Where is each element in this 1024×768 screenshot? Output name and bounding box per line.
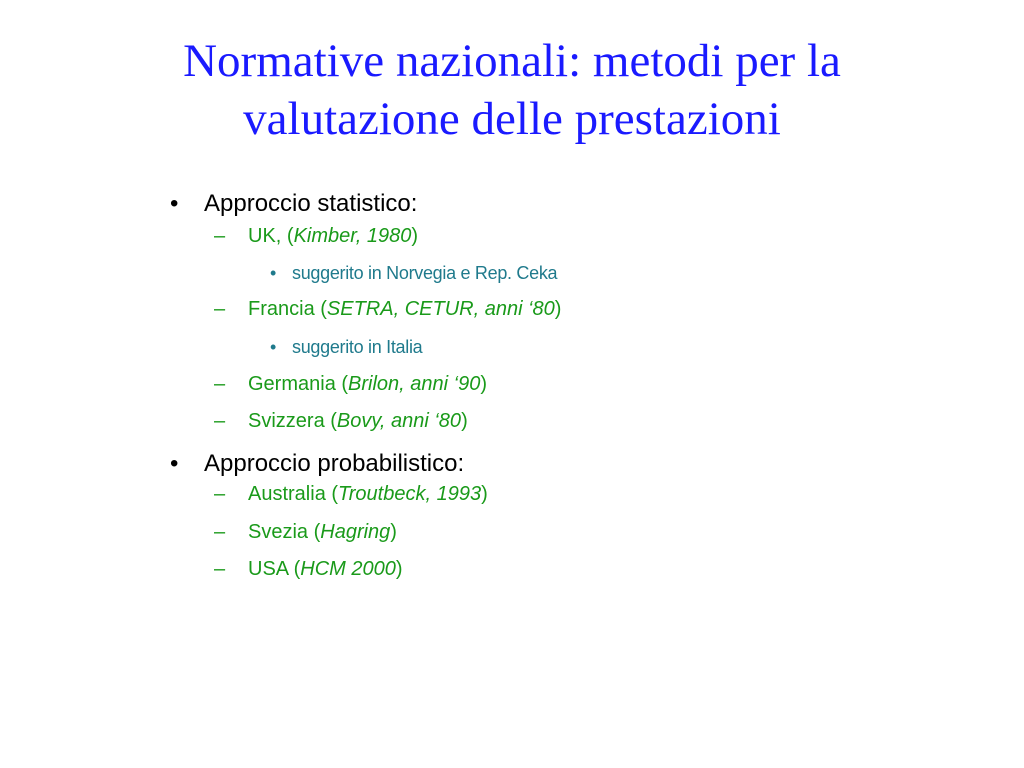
list-item-text (248, 373, 487, 396)
slide-title-line-2: valutazione delle prestazioni (243, 93, 781, 145)
dash-marker: – (214, 521, 226, 543)
source-reference: Troutbeck, 1993 (338, 483, 482, 505)
slide-title-line-1: Normative nazionali: metodi per la (183, 35, 841, 87)
source-reference: Brilon, anni ‘90 (348, 373, 481, 395)
country-label: Francia ( (248, 298, 327, 320)
list-item-text (248, 558, 403, 581)
list-item-text (248, 521, 397, 544)
list-item-text (248, 483, 488, 506)
source-reference: SETRA, CETUR, anni ‘80 (326, 298, 555, 320)
dash-marker: – (214, 225, 226, 247)
country-label: USA ( (248, 558, 301, 580)
closing-paren: ) (411, 225, 419, 247)
sub-note-text: suggerito in Norvegia e Rep. Ceka (292, 263, 558, 283)
closing-paren: ) (480, 373, 488, 395)
small-bullet-marker: • (270, 263, 277, 283)
dash-marker: – (214, 298, 226, 320)
country-label: Svezia ( (248, 521, 321, 543)
country-label: Germania ( (248, 373, 349, 395)
source-reference: Hagring (320, 521, 391, 543)
closing-paren: ) (395, 558, 403, 580)
bullet-marker: • (170, 450, 179, 477)
section-heading-text: Approccio probabilistico: (204, 450, 465, 477)
source-reference: Bovy, anni ‘80 (336, 410, 462, 432)
closing-paren: ) (554, 298, 562, 320)
section-heading-text: Approccio statistico: (204, 190, 418, 217)
list-item-text (248, 298, 561, 321)
closing-paren: ) (390, 521, 397, 543)
country-label: UK, ( (248, 225, 294, 247)
dash-marker: – (214, 558, 226, 580)
dash-marker: – (214, 410, 226, 432)
country-label: Svizzera ( (248, 410, 337, 432)
small-bullet-marker: • (270, 337, 277, 357)
sub-note-text: suggerito in Italia (292, 337, 423, 357)
dash-marker: – (214, 373, 226, 395)
source-reference: Kimber, 1980 (293, 225, 412, 247)
country-label: Australia ( (248, 483, 339, 505)
closing-paren: ) (481, 483, 488, 505)
bullet-marker: • (170, 190, 179, 217)
dash-marker: – (214, 483, 226, 505)
list-item-text (248, 225, 418, 248)
list-item-text (248, 410, 468, 433)
closing-paren: ) (461, 410, 468, 432)
source-reference: HCM 2000 (300, 558, 396, 580)
